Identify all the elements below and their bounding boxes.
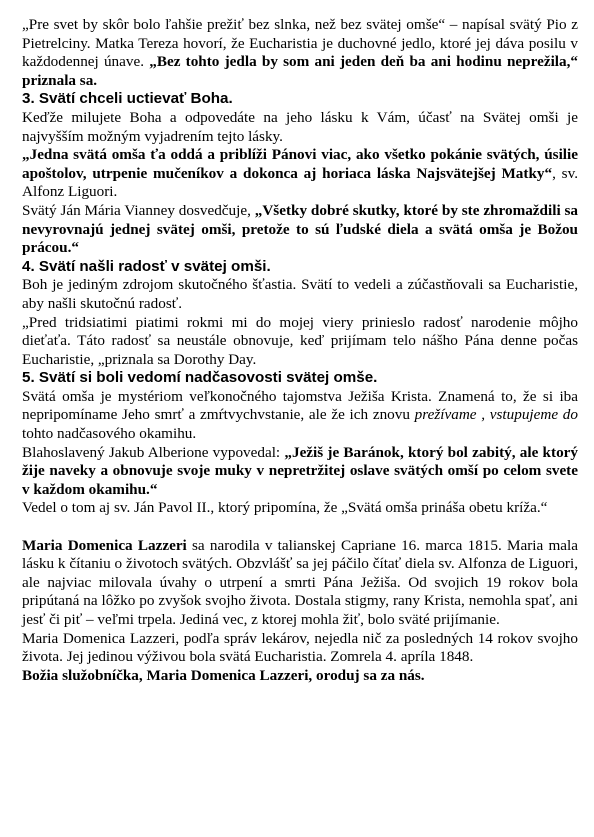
section-3-paragraph-2 bbox=[22, 146, 578, 202]
vianney-intro: Svätý Ján Mária Vianney dosvedčuje, bbox=[22, 201, 255, 219]
closing-prayer: Božia služobníčka, Maria Domenica Lazzeri, oroduj sa za nás. bbox=[22, 666, 425, 684]
liguori-attribution: , sv. Alfonz Liguori. bbox=[22, 164, 578, 201]
alberione-quote: „Ježiš je Baránok, ktorý bol zabitý, ale ktorý žije naveky a obnovuje svoje muky v nepretržitej oslave svätých omší po celom svete v každom okamihu.“ bbox=[22, 443, 578, 498]
section-5-paragraph-2 bbox=[22, 444, 578, 500]
section-3-paragraph-1: Keďže milujete Boha a odpovedáte na jeho lásku k Vám, účasť na Svätej omši je najvyšším možným vyjadrením tejto lásky. bbox=[22, 108, 578, 145]
section-3-heading: 3. Svätí chceli uctievať Boha. bbox=[22, 90, 233, 108]
vianney-quote: „Všetky dobré skutky, ktoré by ste zhromaždili sa nevyrovnajú jednej svätej omši, pretože to sú ľudské diela a svätá omša je Božou prácou.“ bbox=[22, 201, 579, 257]
alberione-intro: Blahoslavený Jakub Alberione vypovedal: bbox=[22, 443, 285, 461]
bio-name: Maria Domenica Lazzeri bbox=[22, 536, 187, 554]
intro-quote: „Bez tohto jedla by som ani jeden deň ba ani hodinu neprežila,“ priznala sa. bbox=[22, 53, 578, 89]
intro-paragraph bbox=[22, 16, 578, 90]
section-5-italic: prežívame , vstupujeme do bbox=[414, 406, 578, 424]
section-5-paragraph-3: Vedel o tom aj sv. Ján Pavol II., ktorý pripomína, že „Svätá omša prináša obetu kríža.“ bbox=[22, 499, 548, 517]
section-4-heading: 4. Svätí našli radosť v svätej omši. bbox=[22, 257, 271, 275]
section-4-paragraph-2: „Pred tridsiatimi piatimi rokmi mi do mojej viery prinieslo radosť narodenie môjho dieťaťa. Táto radosť sa neustále obnovuje, keď prijímam telo nášho Pána denne počas Eucharistie, „priznala sa Dorothy Day. bbox=[22, 313, 578, 368]
bio-text: sa narodila v talianskej Capriane 16. marca 1815. Maria mala lásku k čítaniu o životoch svätých. Obzvlášť sa jej páčilo čítať diela sv. Alfonza de Liguori, ale najviac milovala úvahy o utrpení a smrti Pána Ježiša. Od svojich 19 rokov bola pripútaná na lôžko po zvyšok svojho života. Dostala stigmy, rany Krista, nemohla spať, ani jesť či piť – veľmi trpela. Jediná vec, z ktorej mohla žiť, bolo sväté prijímanie. bbox=[22, 536, 578, 628]
bio-paragraph-1 bbox=[22, 537, 578, 630]
blank-line bbox=[22, 518, 578, 537]
bio-paragraph-2: Maria Domenica Lazzeri, podľa správ lekárov, nejedla nič za posledných 14 rokov svojho života. Jej jedinou výživou bola svätá Eucharistia. Zomrela 4. apríla 1848. bbox=[22, 629, 578, 666]
section-4-paragraph-1: Boh je jediným zdrojom skutočného šťastia. Svätí to vedeli a zúčastňovali sa Eucharistie, aby našli skutočnú radosť. bbox=[22, 276, 578, 312]
section-5-paragraph-1 bbox=[22, 388, 578, 444]
section-5-heading: 5. Svätí si boli vedomí nadčasovosti svätej omše. bbox=[22, 369, 378, 387]
section-3-paragraph-3 bbox=[22, 202, 578, 258]
section-5-text-a: Svätá omša je mystériom veľkonočného tajomstva Ježiša Krista. Znamená to, že si iba nepripomíname Jeho smrť a zmŕtvychvstanie, ale že ich znovu bbox=[22, 387, 578, 424]
liguori-quote: „Jedna svätá omša ťa oddá a priblíži Pánovi viac, ako všetko pokánie svätých, úsilie apoštolov, utrpenie mučeníkov a dokonca aj horiaca láska Najsvätejšej Matky“ bbox=[22, 146, 578, 182]
intro-text: „Pre svet by skôr bolo ľahšie prežiť bez slnka, než bez svätej omše“ – napísal svätý Pio z Pietrelciny. Matka Tereza hovorí, že Eucharistia je duchovné jedlo, ktoré jej dáva posilu v každodennej únave. bbox=[22, 16, 578, 71]
section-5-text-b: tohto nadčasového okamihu. bbox=[22, 425, 197, 443]
